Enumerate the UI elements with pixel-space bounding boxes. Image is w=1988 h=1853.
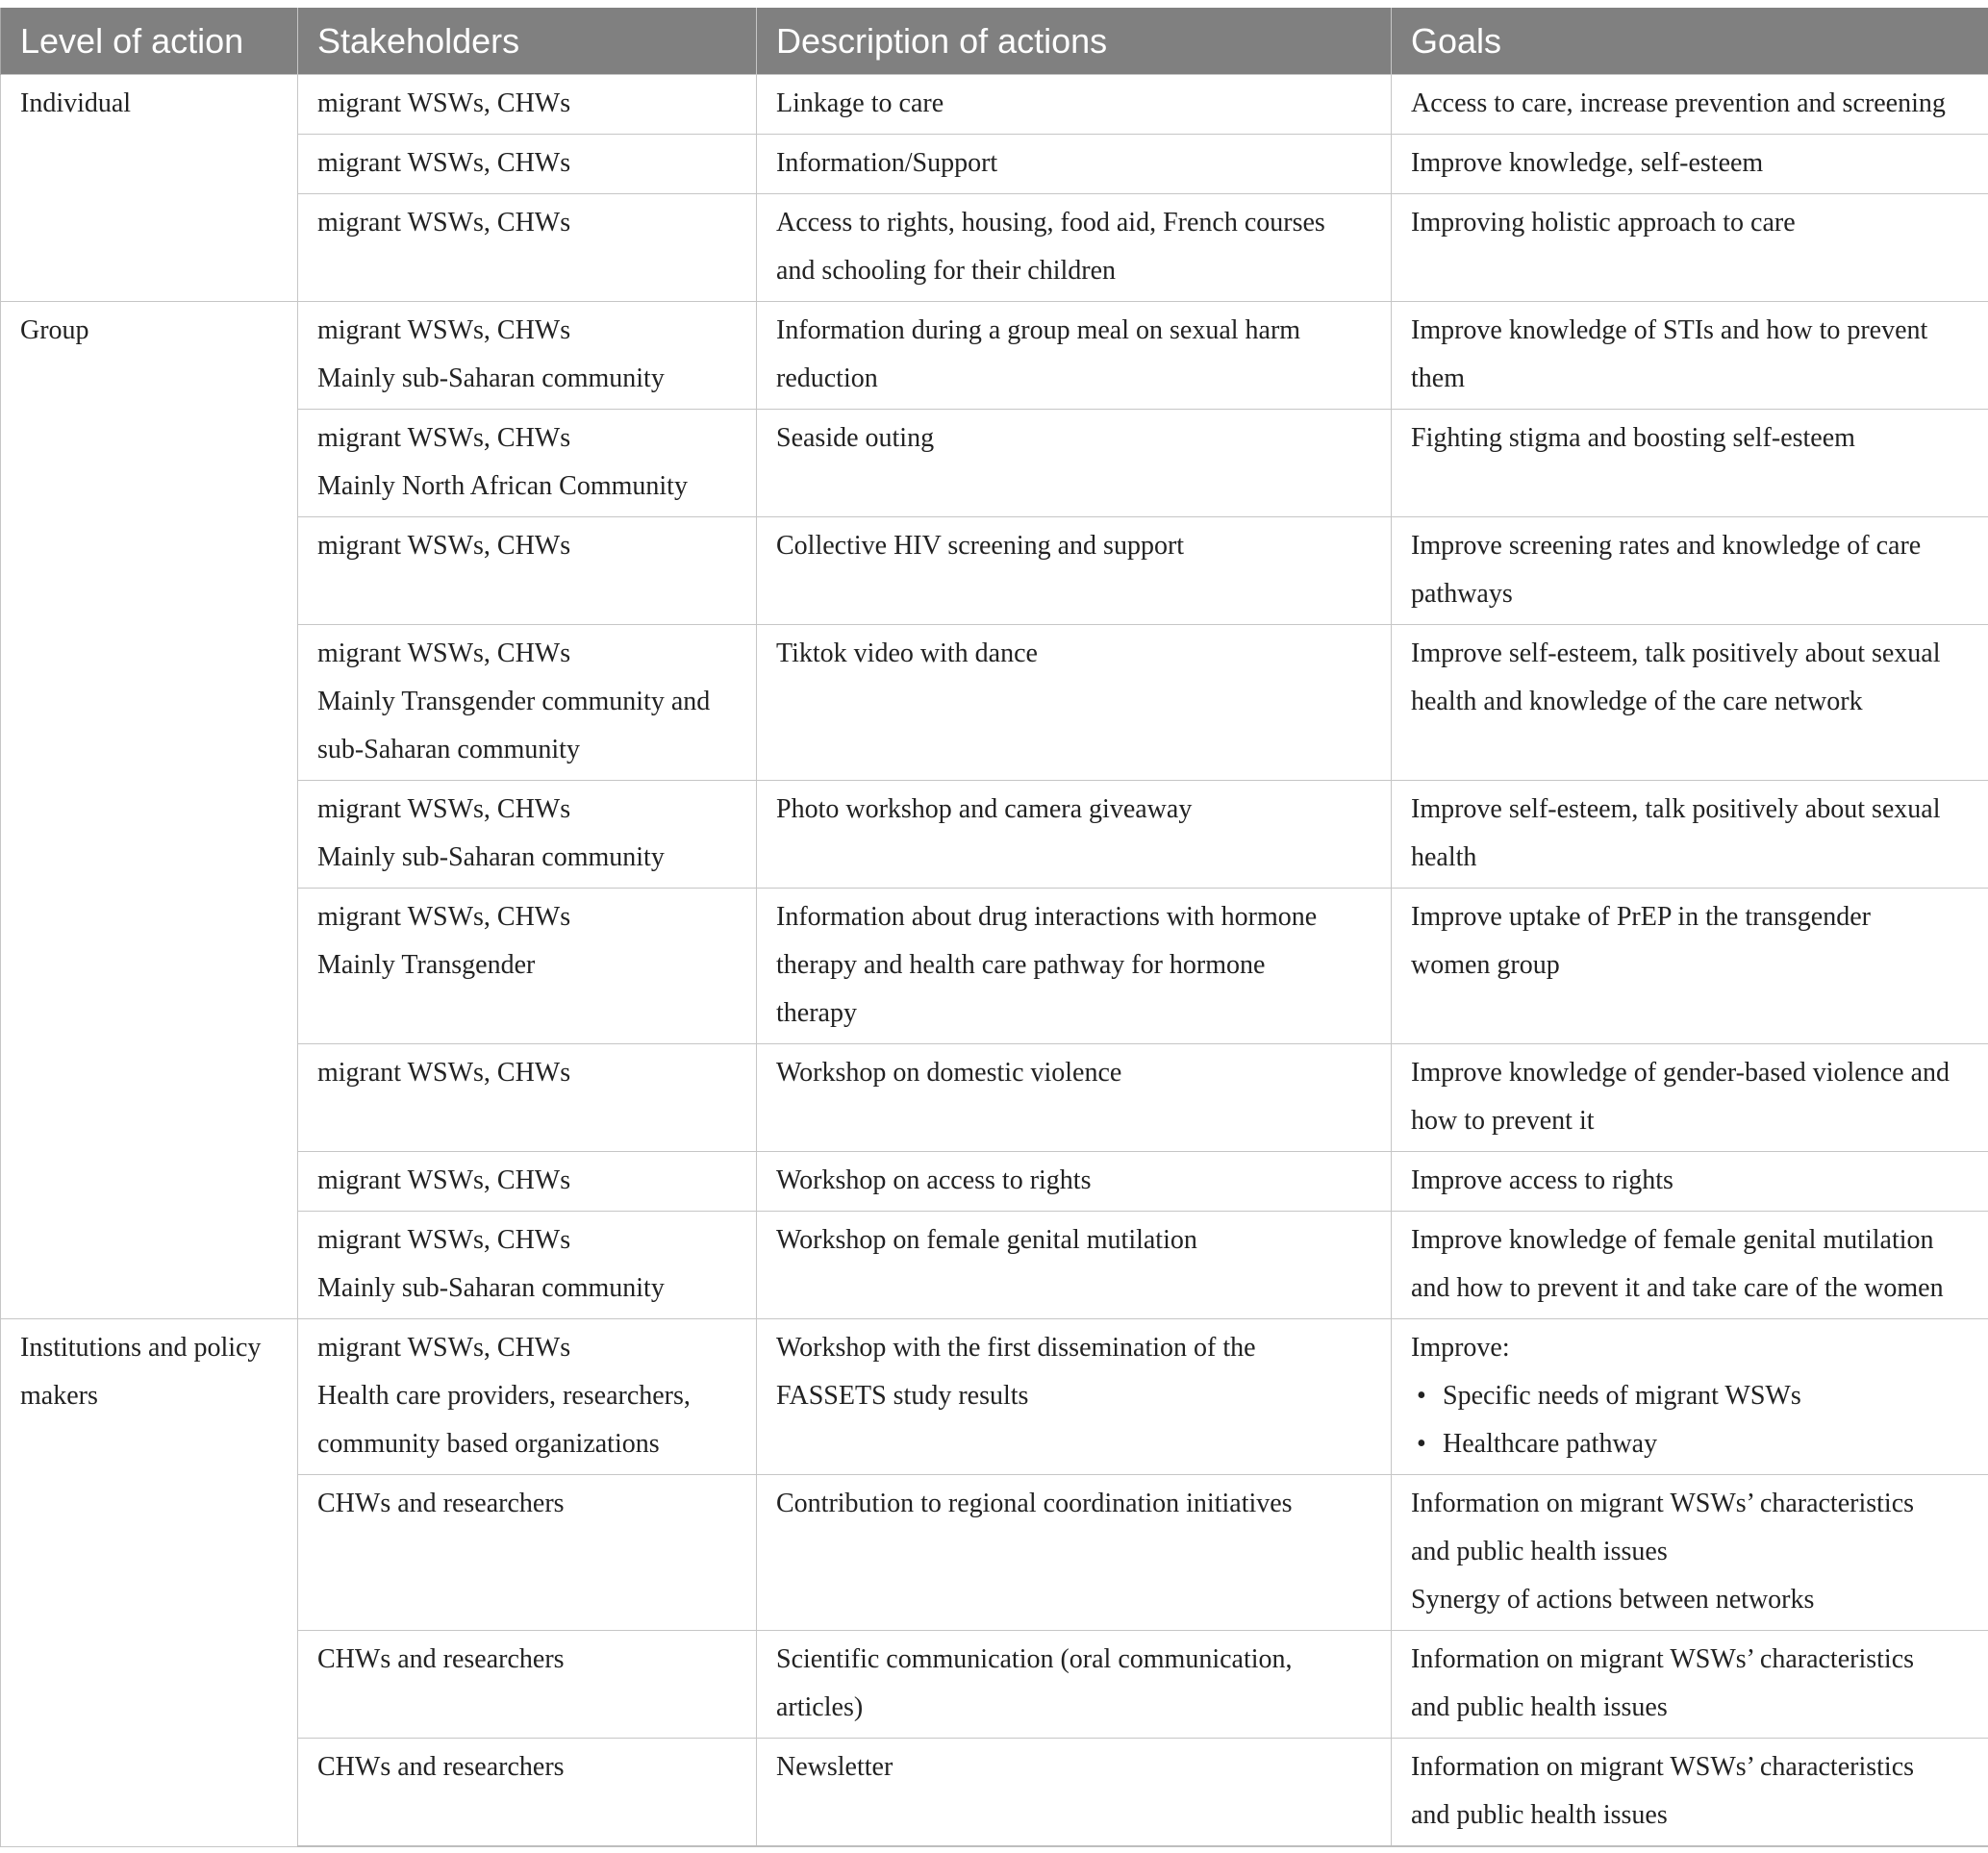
stakeholders-text: Health care providers, researchers, xyxy=(317,1381,691,1411)
goals-cell xyxy=(1392,517,1988,625)
goals-text: Improve: xyxy=(1411,1333,1510,1363)
stakeholders-text: migrant WSWs, CHWs xyxy=(317,208,571,238)
description-cell xyxy=(757,1631,1392,1739)
actions-table xyxy=(0,8,1988,1847)
level-of-action-cell xyxy=(1,1319,298,1847)
goals-cell xyxy=(1392,1319,1988,1475)
stakeholders-text: Mainly sub-Saharan community xyxy=(317,842,665,872)
goals-cell xyxy=(1392,1739,1988,1847)
stakeholders-text: migrant WSWs, CHWs xyxy=(317,902,571,932)
goals-text: Fighting stigma and boosting self-esteem xyxy=(1411,423,1855,453)
table-row xyxy=(1,1212,1988,1319)
description-cell xyxy=(757,194,1392,302)
stakeholders-cell xyxy=(298,1319,757,1475)
stakeholders-text: migrant WSWs, CHWs xyxy=(317,1165,571,1195)
stakeholders-text: Mainly North African Community xyxy=(317,471,688,501)
level-of-action-text: Group xyxy=(20,315,89,345)
stakeholders-cell xyxy=(298,410,757,517)
stakeholders-cell xyxy=(298,1212,757,1319)
description-cell xyxy=(757,302,1392,410)
description-text: Workshop on female genital mutilation xyxy=(776,1225,1197,1255)
goals-text: pathways xyxy=(1411,579,1513,609)
goals-text: how to prevent it xyxy=(1411,1106,1595,1136)
goals-text: Improve knowledge of gender-based violence and xyxy=(1411,1058,1950,1088)
table-row xyxy=(1,1152,1988,1212)
goals-text: Improve self-esteem, talk positively about sexual xyxy=(1411,794,1941,824)
description-text: Information about drug interactions with hormone xyxy=(776,902,1318,932)
table-row xyxy=(1,517,1988,625)
table-row xyxy=(1,889,1988,1044)
description-text: and schooling for their children xyxy=(776,256,1117,286)
stakeholders-cell xyxy=(298,194,757,302)
description-text: therapy and health care pathway for hormone xyxy=(776,950,1266,980)
stakeholders-text: CHWs and researchers xyxy=(317,1644,565,1674)
goals-text: Improve screening rates and knowledge of care xyxy=(1411,531,1922,561)
goals-cell xyxy=(1392,625,1988,781)
header-goals: Goals xyxy=(1392,8,1988,75)
description-cell xyxy=(757,75,1392,135)
description-cell xyxy=(757,410,1392,517)
description-cell xyxy=(757,1152,1392,1212)
description-text: Information/Support xyxy=(776,148,998,178)
table-row xyxy=(1,1319,1988,1475)
goals-cell xyxy=(1392,75,1988,135)
stakeholders-text: migrant WSWs, CHWs xyxy=(317,794,571,824)
stakeholders-text: migrant WSWs, CHWs xyxy=(317,531,571,561)
description-cell xyxy=(757,1739,1392,1847)
table-row xyxy=(1,75,1988,135)
goals-cell xyxy=(1392,1212,1988,1319)
stakeholders-text: community based organizations xyxy=(317,1429,660,1459)
goals-cell xyxy=(1392,194,1988,302)
header-level-of-action: Level of action xyxy=(1,8,298,75)
stakeholders-text: CHWs and researchers xyxy=(317,1752,565,1782)
stakeholders-text: migrant WSWs, CHWs xyxy=(317,148,571,178)
stakeholders-text: sub-Saharan community xyxy=(317,735,580,764)
goals-text: Improve uptake of PrEP in the transgender xyxy=(1411,902,1871,932)
description-text: therapy xyxy=(776,998,857,1028)
table-body xyxy=(1,75,1988,1847)
stakeholders-text: migrant WSWs, CHWs xyxy=(317,315,571,345)
header-stakeholders: Stakeholders xyxy=(298,8,757,75)
description-cell xyxy=(757,1319,1392,1475)
stakeholders-cell xyxy=(298,75,757,135)
table-row xyxy=(1,410,1988,517)
table-row xyxy=(1,1475,1988,1631)
description-cell xyxy=(757,781,1392,889)
level-of-action-cell xyxy=(1,302,298,1319)
description-cell xyxy=(757,517,1392,625)
stakeholders-cell xyxy=(298,517,757,625)
stakeholders-text: migrant WSWs, CHWs xyxy=(317,1333,571,1363)
stakeholders-cell xyxy=(298,1631,757,1739)
table-header-row xyxy=(1,8,1988,75)
goals-text: Information on migrant WSWs’ characteristics xyxy=(1411,1644,1915,1674)
goals-text: Improve self-esteem, talk positively about sexual xyxy=(1411,639,1941,668)
goals-text: and how to prevent it and take care of the women xyxy=(1411,1273,1944,1303)
goals-cell xyxy=(1392,889,1988,1044)
description-text: Contribution to regional coordination initiatives xyxy=(776,1489,1293,1518)
stakeholders-cell xyxy=(298,302,757,410)
stakeholders-cell xyxy=(298,135,757,194)
goals-text: Improving holistic approach to care xyxy=(1411,208,1796,238)
stakeholders-text: migrant WSWs, CHWs xyxy=(317,1225,571,1255)
goals-cell xyxy=(1392,410,1988,517)
description-cell xyxy=(757,889,1392,1044)
table-row xyxy=(1,1044,1988,1152)
stakeholders-text: Mainly Transgender xyxy=(317,950,536,980)
goals-text: Information on migrant WSWs’ characteristics xyxy=(1411,1489,1915,1518)
description-text: Collective HIV screening and support xyxy=(776,531,1185,561)
description-text: articles) xyxy=(776,1692,864,1722)
goals-cell xyxy=(1392,1475,1988,1631)
stakeholders-text: CHWs and researchers xyxy=(317,1489,565,1518)
description-text: Linkage to care xyxy=(776,88,944,118)
goals-cell xyxy=(1392,1044,1988,1152)
goals-cell xyxy=(1392,781,1988,889)
goals-text: Improve knowledge of female genital mutilation xyxy=(1411,1225,1934,1255)
goals-cell xyxy=(1392,1631,1988,1739)
goals-text: and public health issues xyxy=(1411,1537,1668,1566)
table-row xyxy=(1,302,1988,410)
table-row xyxy=(1,1631,1988,1739)
stakeholders-cell xyxy=(298,1475,757,1631)
goals-bullet-item: • Healthcare pathway xyxy=(1443,1420,1969,1468)
level-of-action-text: Individual xyxy=(20,88,132,118)
description-text: Information during a group meal on sexual harm xyxy=(776,315,1301,345)
goals-text: Synergy of actions between networks xyxy=(1411,1585,1815,1615)
goals-cell xyxy=(1392,1152,1988,1212)
description-cell xyxy=(757,1212,1392,1319)
table-row xyxy=(1,781,1988,889)
description-text: Access to rights, housing, food aid, French courses xyxy=(776,208,1325,238)
level-of-action-text: makers xyxy=(20,1381,98,1411)
stakeholders-text: migrant WSWs, CHWs xyxy=(317,639,571,668)
stakeholders-cell xyxy=(298,625,757,781)
description-text: Scientific communication (oral communication, xyxy=(776,1644,1293,1674)
description-text: reduction xyxy=(776,363,878,393)
goals-text: them xyxy=(1411,363,1465,393)
goals-text: Access to care, increase prevention and screening xyxy=(1411,88,1946,118)
stakeholders-text: Mainly Transgender community and xyxy=(317,687,711,716)
description-text: FASSETS study results xyxy=(776,1381,1029,1411)
description-text: Tiktok video with dance xyxy=(776,639,1038,668)
stakeholders-cell xyxy=(298,781,757,889)
stakeholders-text: migrant WSWs, CHWs xyxy=(317,423,571,453)
stakeholders-cell xyxy=(298,1739,757,1847)
goals-cell xyxy=(1392,302,1988,410)
goals-text: and public health issues xyxy=(1411,1800,1668,1830)
goals-text: health xyxy=(1411,842,1477,872)
table-row xyxy=(1,135,1988,194)
description-text: Workshop on domestic violence xyxy=(776,1058,1122,1088)
stakeholders-cell xyxy=(298,1044,757,1152)
description-cell xyxy=(757,1044,1392,1152)
goals-text: health and knowledge of the care network xyxy=(1411,687,1863,716)
level-of-action-text: Institutions and policy xyxy=(20,1333,262,1363)
description-cell xyxy=(757,135,1392,194)
stakeholders-text: Mainly sub-Saharan community xyxy=(317,1273,665,1303)
goals-bullet-list xyxy=(1411,1372,1969,1468)
goals-cell xyxy=(1392,135,1988,194)
goals-text: Improve knowledge, self-esteem xyxy=(1411,148,1764,178)
stakeholders-cell xyxy=(298,889,757,1044)
description-text: Workshop on access to rights xyxy=(776,1165,1092,1195)
actions-table-container xyxy=(0,8,1988,1847)
stakeholders-cell xyxy=(298,1152,757,1212)
stakeholders-text: Mainly sub-Saharan community xyxy=(317,363,665,393)
table-row xyxy=(1,194,1988,302)
header-description-of-actions: Description of actions xyxy=(757,8,1392,75)
table-row xyxy=(1,1739,1988,1847)
goals-text: women group xyxy=(1411,950,1560,980)
goals-bullet-item: • Specific needs of migrant WSWs xyxy=(1443,1372,1969,1420)
goals-text: Information on migrant WSWs’ characteristics xyxy=(1411,1752,1915,1782)
description-cell xyxy=(757,625,1392,781)
level-of-action-cell xyxy=(1,75,298,302)
stakeholders-text: migrant WSWs, CHWs xyxy=(317,1058,571,1088)
description-text: Workshop with the first dissemination of the xyxy=(776,1333,1256,1363)
description-text: Photo workshop and camera giveaway xyxy=(776,794,1193,824)
goals-text: Improve access to rights xyxy=(1411,1165,1673,1195)
goals-text: and public health issues xyxy=(1411,1692,1668,1722)
stakeholders-text: migrant WSWs, CHWs xyxy=(317,88,571,118)
description-text: Newsletter xyxy=(776,1752,893,1782)
table-row xyxy=(1,625,1988,781)
description-cell xyxy=(757,1475,1392,1631)
description-text: Seaside outing xyxy=(776,423,935,453)
goals-text: Improve knowledge of STIs and how to prevent xyxy=(1411,315,1928,345)
